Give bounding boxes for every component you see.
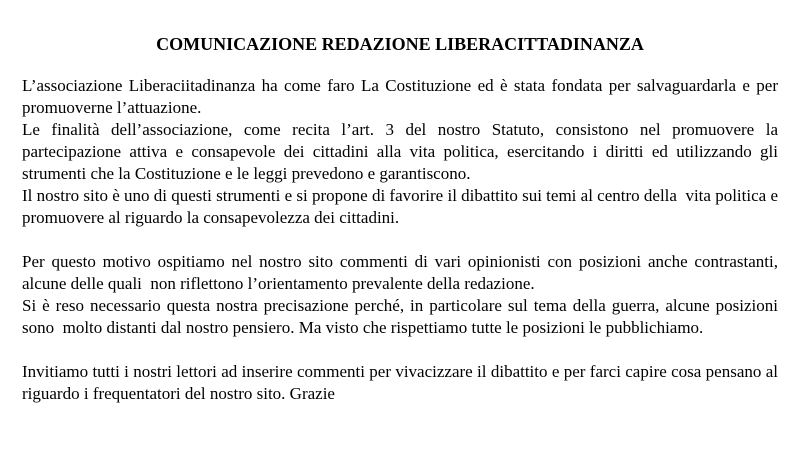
paragraph-block-positions — [22, 251, 783, 339]
paragraph: L’associazione Liberaciitadinanza ha come faro La Costituzione ed è stata fondata per salvaguardarla e per promuoverne l’attuazione. — [22, 76, 783, 117]
paragraph: Invitiamo tutti i nostri lettori ad inserire commenti per vivacizzare il dibattito e per farci capire cosa pensano al riguardo i frequentatori del nostro sito. Grazie — [22, 362, 783, 403]
paragraph-block-intro — [22, 75, 783, 229]
paragraph: Le finalità dell’associazione, come recita l’art. 3 del nostro Statuto, consistono nel promuovere la partecipazione attiva e consapevole dei cittadini alla vita politica, esercitando i diritti ed utilizzando gli strumenti che la Costituzione e le leggi prevedono e garantiscono. — [22, 120, 783, 183]
paragraph: Si è reso necessario questa nostra precisazione perché, in particolare sul tema della guerra, alcune posizioni sono molto distanti dal nostro pensiero. Ma visto che rispettiamo tutte le posizioni le pubblichiamo. — [22, 296, 783, 337]
document-title: COMUNICAZIONE REDAZIONE LIBERACITTADINANZA — [156, 34, 644, 54]
paragraph: Il nostro sito è uno di questi strumenti e si propone di favorire il dibattito sui temi al centro della vita politica e promuovere al riguardo la consapevolezza dei cittadini. — [22, 186, 783, 227]
paragraph-block-invitation — [22, 361, 783, 405]
paragraph: Per questo motivo ospitiamo nel nostro sito commenti di vari opinionisti con posizioni anche contrastanti, alcune delle quali non riflettono l’orientamento prevalente della redazione. — [22, 252, 783, 293]
